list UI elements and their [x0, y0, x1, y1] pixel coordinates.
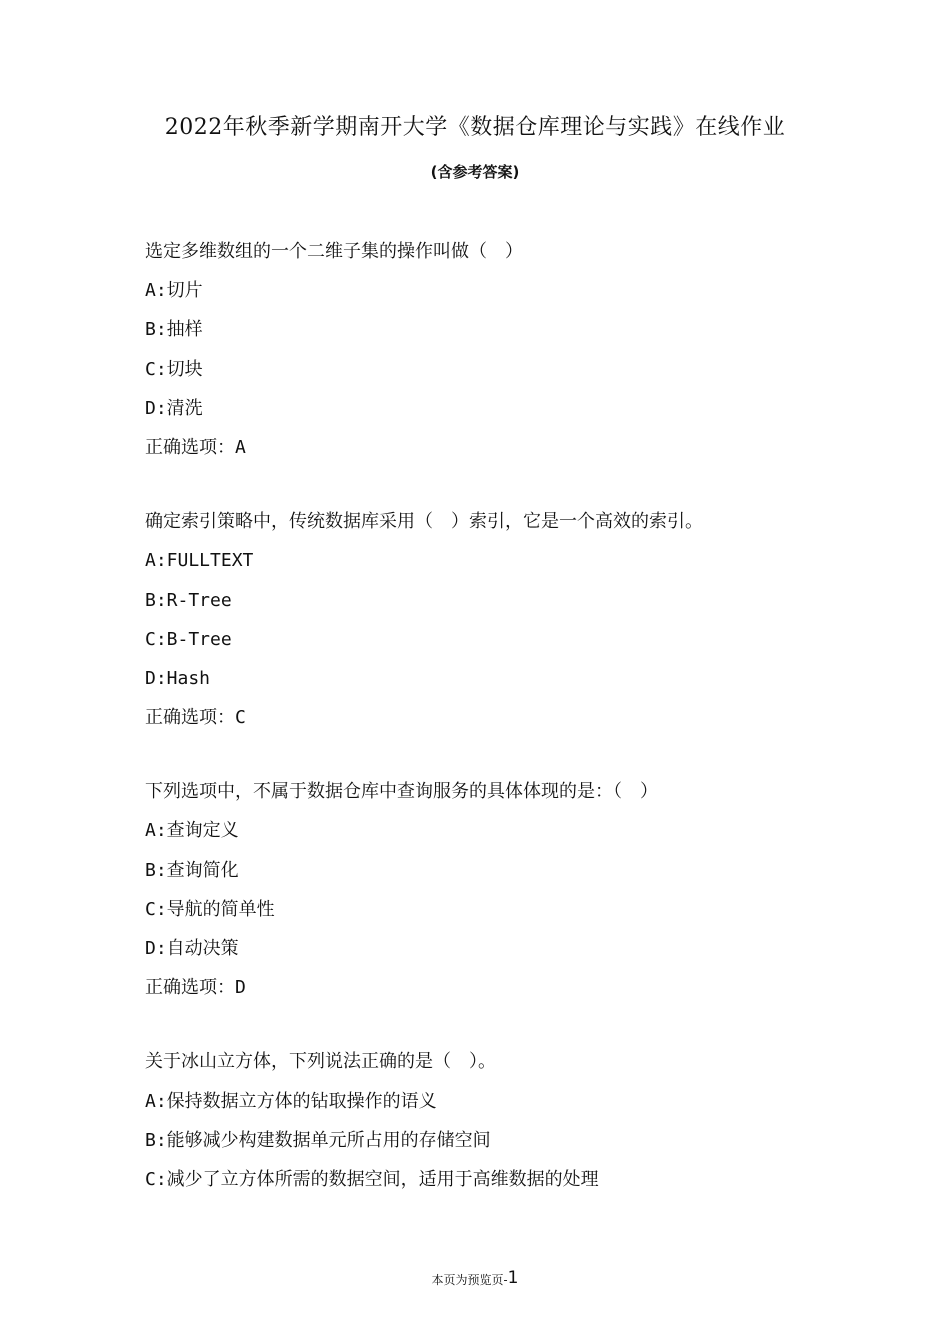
option-d: D:自动决策	[145, 938, 239, 959]
correct-answer: 正确选项：D	[145, 977, 246, 999]
correct-answer: 正确选项：A	[145, 436, 246, 458]
option-a: A:保持数据立方体的钻取操作的语义	[145, 1090, 437, 1112]
document-title: 2022年秋季新学期南开大学《数据仓库理论与实践》在线作业	[164, 115, 786, 140]
option-b: B:查询简化	[145, 859, 239, 881]
question-stem: 下列选项中，不属于数据仓库中查询服务的具体体现的是：（ ）	[145, 781, 658, 803]
option-c: C:减少了立方体所需的数据空间，适用于高维数据的处理	[145, 1168, 599, 1190]
question-stem: 选定多维数组的一个二维子集的操作叫做（ ）	[145, 241, 523, 262]
question-stem: 关于冰山立方体，下列说法正确的是（ ）。	[145, 1051, 496, 1073]
option-c: C:B-Tree	[145, 628, 232, 650]
question-3	[145, 772, 845, 1007]
footer-text: 本页为预览页-	[431, 1273, 508, 1287]
option-b: B:R-Tree	[145, 589, 232, 611]
option-d: D:清洗	[145, 397, 203, 419]
question-4	[145, 1042, 845, 1199]
option-c: C:切块	[145, 358, 203, 380]
page-footer	[0, 1268, 950, 1288]
option-d: D:Hash	[145, 667, 211, 689]
option-c: C:导航的简单性	[145, 898, 275, 920]
document-subtitle: (含参考答案)	[430, 163, 520, 181]
option-b: B:抽样	[145, 319, 203, 341]
option-b: B:能够减少构建数据单元所占用的存储空间	[145, 1129, 491, 1151]
question-list	[145, 232, 845, 1234]
page-number: 1	[507, 1268, 519, 1288]
question-2	[145, 502, 845, 737]
question-1	[145, 232, 845, 467]
option-a: A:查询定义	[145, 820, 239, 842]
option-a: A:FULLTEXT	[145, 550, 254, 572]
correct-answer: 正确选项：C	[145, 707, 246, 729]
question-stem: 确定索引策略中，传统数据库采用（ ）索引，它是一个高效的索引。	[145, 511, 703, 533]
option-a: A:切片	[145, 280, 203, 302]
